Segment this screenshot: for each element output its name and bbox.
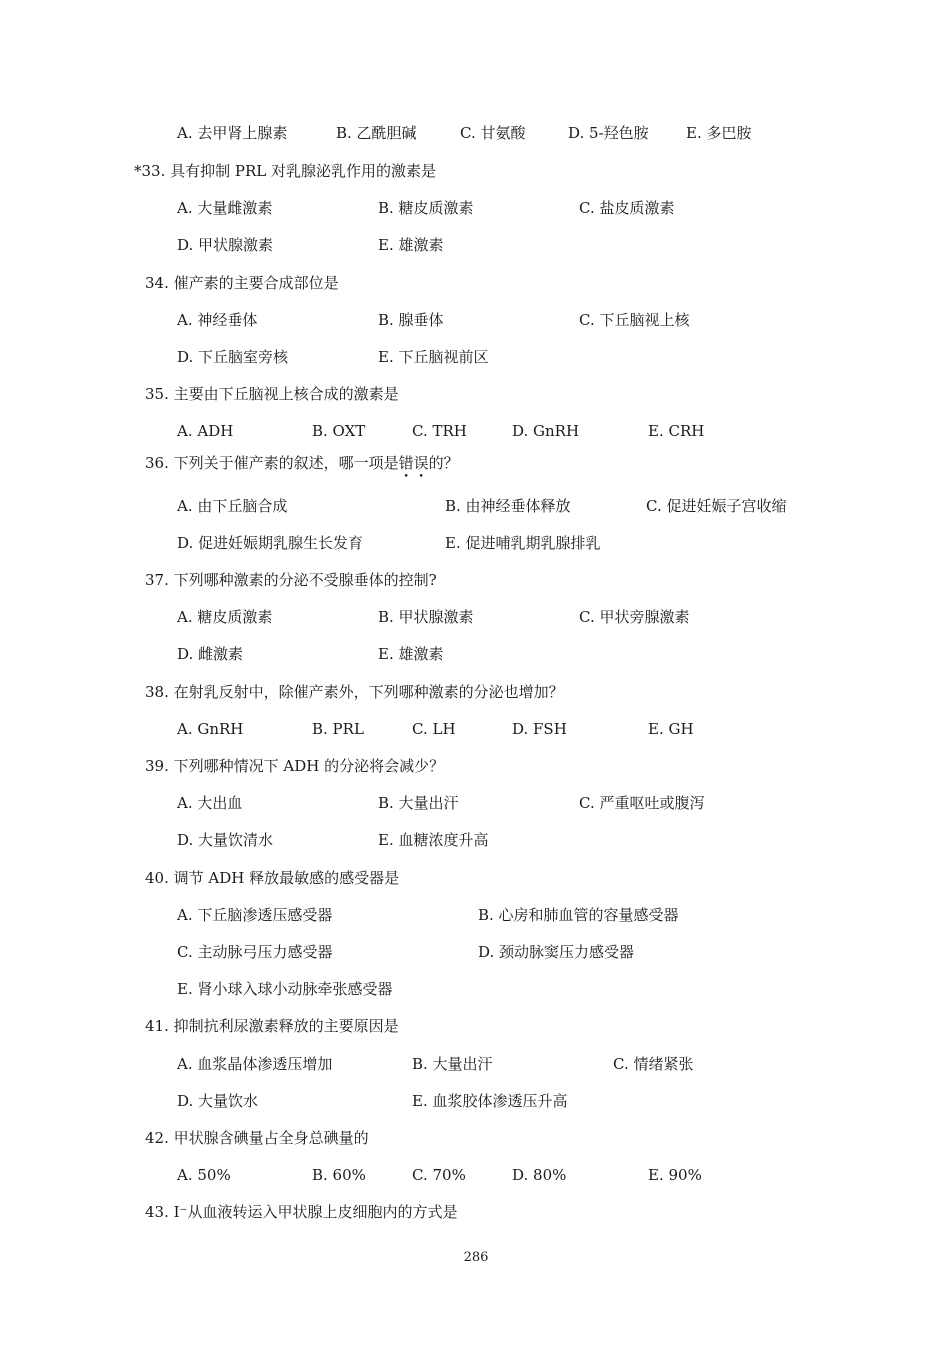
q32-options xyxy=(0,122,952,144)
q35-option-e: E. CRH xyxy=(648,422,705,440)
q33-option-c: C. 盐皮质激素 xyxy=(579,199,675,217)
q33-option-a: A. 大量雌激素 xyxy=(177,199,273,217)
q32-option-a: A. 去甲肾上腺素 xyxy=(177,124,288,142)
q43-stem: 43. I⁻从血液转运入甲状腺上皮细胞内的方式是 xyxy=(145,1203,458,1221)
q40-options-row3 xyxy=(0,978,952,1000)
q34-option-d: D. 下丘脑室旁核 xyxy=(177,348,289,366)
q42-option-c: C. 70% xyxy=(412,1166,466,1184)
q36-emph-char-2: 误 xyxy=(413,454,429,472)
q41-stem: 41. 抑制抗利尿激素释放的主要原因是 xyxy=(145,1017,399,1035)
q42-option-a: A. 50% xyxy=(177,1166,231,1184)
q41-option-d: D. 大量饮水 xyxy=(177,1092,259,1110)
q32-option-c: C. 甘氨酸 xyxy=(460,124,526,142)
q40-option-a: A. 下丘脑渗透压感受器 xyxy=(177,906,333,924)
q36-emphasis xyxy=(399,452,429,474)
q41-option-a: A. 血浆晶体渗透压增加 xyxy=(177,1055,333,1073)
q39-option-b: B. 大量出汗 xyxy=(378,794,459,812)
q38-option-d: D. FSH xyxy=(512,720,567,738)
q42-option-b: B. 60% xyxy=(312,1166,366,1184)
q39-option-d: D. 大量饮清水 xyxy=(177,831,274,849)
q34-option-a: A. 神经垂体 xyxy=(177,311,258,329)
q37-option-e: E. 雄激素 xyxy=(378,645,444,663)
q34-option-e: E. 下丘脑视前区 xyxy=(378,348,489,366)
q36-options-row1 xyxy=(0,495,952,517)
q38-option-b: B. PRL xyxy=(312,720,364,738)
q37-option-b: B. 甲状腺激素 xyxy=(378,608,474,626)
q41-option-c: C. 情绪紧张 xyxy=(613,1055,694,1073)
q34-options-row2 xyxy=(0,346,952,368)
q37-option-a: A. 糖皮质激素 xyxy=(177,608,273,626)
q37-option-c: C. 甲状旁腺激素 xyxy=(579,608,690,626)
q41-option-e: E. 血浆胶体渗透压升高 xyxy=(412,1092,568,1110)
q39-stem: 39. 下列哪种情况下 ADH 的分泌将会减少？ xyxy=(145,757,445,775)
q35-option-c: C. TRH xyxy=(412,422,467,440)
q38-stem: 38. 在射乳反射中，除催产素外，下列哪种激素的分泌也增加？ xyxy=(145,683,564,701)
page-number: 286 xyxy=(463,1250,489,1265)
q39-options-row2 xyxy=(0,829,952,851)
q40-option-d: D. 颈动脉窦压力感受器 xyxy=(478,943,635,961)
q40-options-row1 xyxy=(0,904,952,926)
q39-option-e: E. 血糖浓度升高 xyxy=(378,831,489,849)
q35-option-a: A. ADH xyxy=(177,422,234,440)
q35-stem: 35. 主要由下丘脑视上核合成的激素是 xyxy=(145,385,399,403)
q36-option-a: A. 由下丘脑合成 xyxy=(177,497,288,515)
q40-stem: 40. 调节 ADH 释放最敏感的感受器是 xyxy=(145,869,400,887)
q36-option-d: D. 促进妊娠期乳腺生长发育 xyxy=(177,534,364,552)
q42-options xyxy=(0,1164,952,1186)
q35-option-b: B. OXT xyxy=(312,422,366,440)
q33-stem: *33. 具有抑制 PRL 对乳腺泌乳作用的激素是 xyxy=(134,162,437,180)
q33-options-row2 xyxy=(0,234,952,256)
q34-stem: 34. 催产素的主要合成部位是 xyxy=(145,274,339,292)
q35-option-d: D. GnRH xyxy=(512,422,580,440)
q37-options-row2 xyxy=(0,643,952,665)
q35-options xyxy=(0,420,952,442)
q41-options-row2 xyxy=(0,1090,952,1112)
q34-option-c: C. 下丘脑视上核 xyxy=(579,311,690,329)
q40-options-row2 xyxy=(0,941,952,963)
q37-options-row1 xyxy=(0,606,952,628)
q32-option-d: D. 5-羟色胺 xyxy=(568,124,649,142)
q37-option-d: D. 雌激素 xyxy=(177,645,244,663)
q40-option-b: B. 心房和肺血管的容量感受器 xyxy=(478,906,679,924)
q42-option-e: E. 90% xyxy=(648,1166,702,1184)
q36-stem-text: 36. 下列关于催产素的叙述，哪一项是 xyxy=(145,454,399,472)
q37-stem: 37. 下列哪种激素的分泌不受腺垂体的控制? xyxy=(145,571,437,589)
q41-option-b: B. 大量出汗 xyxy=(412,1055,493,1073)
q36-option-e: E. 促进哺乳期乳腺排乳 xyxy=(445,534,601,552)
q39-options-row1 xyxy=(0,792,952,814)
q38-options xyxy=(0,718,952,740)
q40-option-e: E. 肾小球入球小动脉牵张感受器 xyxy=(177,980,393,998)
q42-stem: 42. 甲状腺含碘量占全身总碘量的 xyxy=(145,1129,369,1147)
q36-emph-char-1: 错 xyxy=(398,454,414,472)
q33-options-row1 xyxy=(0,197,952,219)
q38-option-a: A. GnRH xyxy=(177,720,244,738)
q34-options-row1 xyxy=(0,309,952,331)
q36-options-row2 xyxy=(0,532,952,554)
q42-option-d: D. 80% xyxy=(512,1166,567,1184)
q32-option-b: B. 乙酰胆碱 xyxy=(336,124,417,142)
q38-option-e: E. GH xyxy=(648,720,694,738)
q41-options-row1 xyxy=(0,1053,952,1075)
q34-option-b: B. 腺垂体 xyxy=(378,311,444,329)
q33-option-e: E. 雄激素 xyxy=(378,236,444,254)
q39-option-c: C. 严重呕吐或腹泻 xyxy=(579,794,705,812)
q40-option-c: C. 主动脉弓压力感受器 xyxy=(177,943,333,961)
q36-stem xyxy=(145,452,459,474)
q33-option-d: D. 甲状腺激素 xyxy=(177,236,274,254)
q36-option-c: C. 促进妊娠子宫收缩 xyxy=(646,497,787,515)
q36-option-b: B. 由神经垂体释放 xyxy=(445,497,571,515)
q36-stem-end: 的？ xyxy=(428,454,459,472)
q39-option-a: A. 大出血 xyxy=(177,794,243,812)
q32-option-e: E. 多巴胺 xyxy=(686,124,752,142)
q33-option-b: B. 糖皮质激素 xyxy=(378,199,474,217)
q38-option-c: C. LH xyxy=(412,720,456,738)
